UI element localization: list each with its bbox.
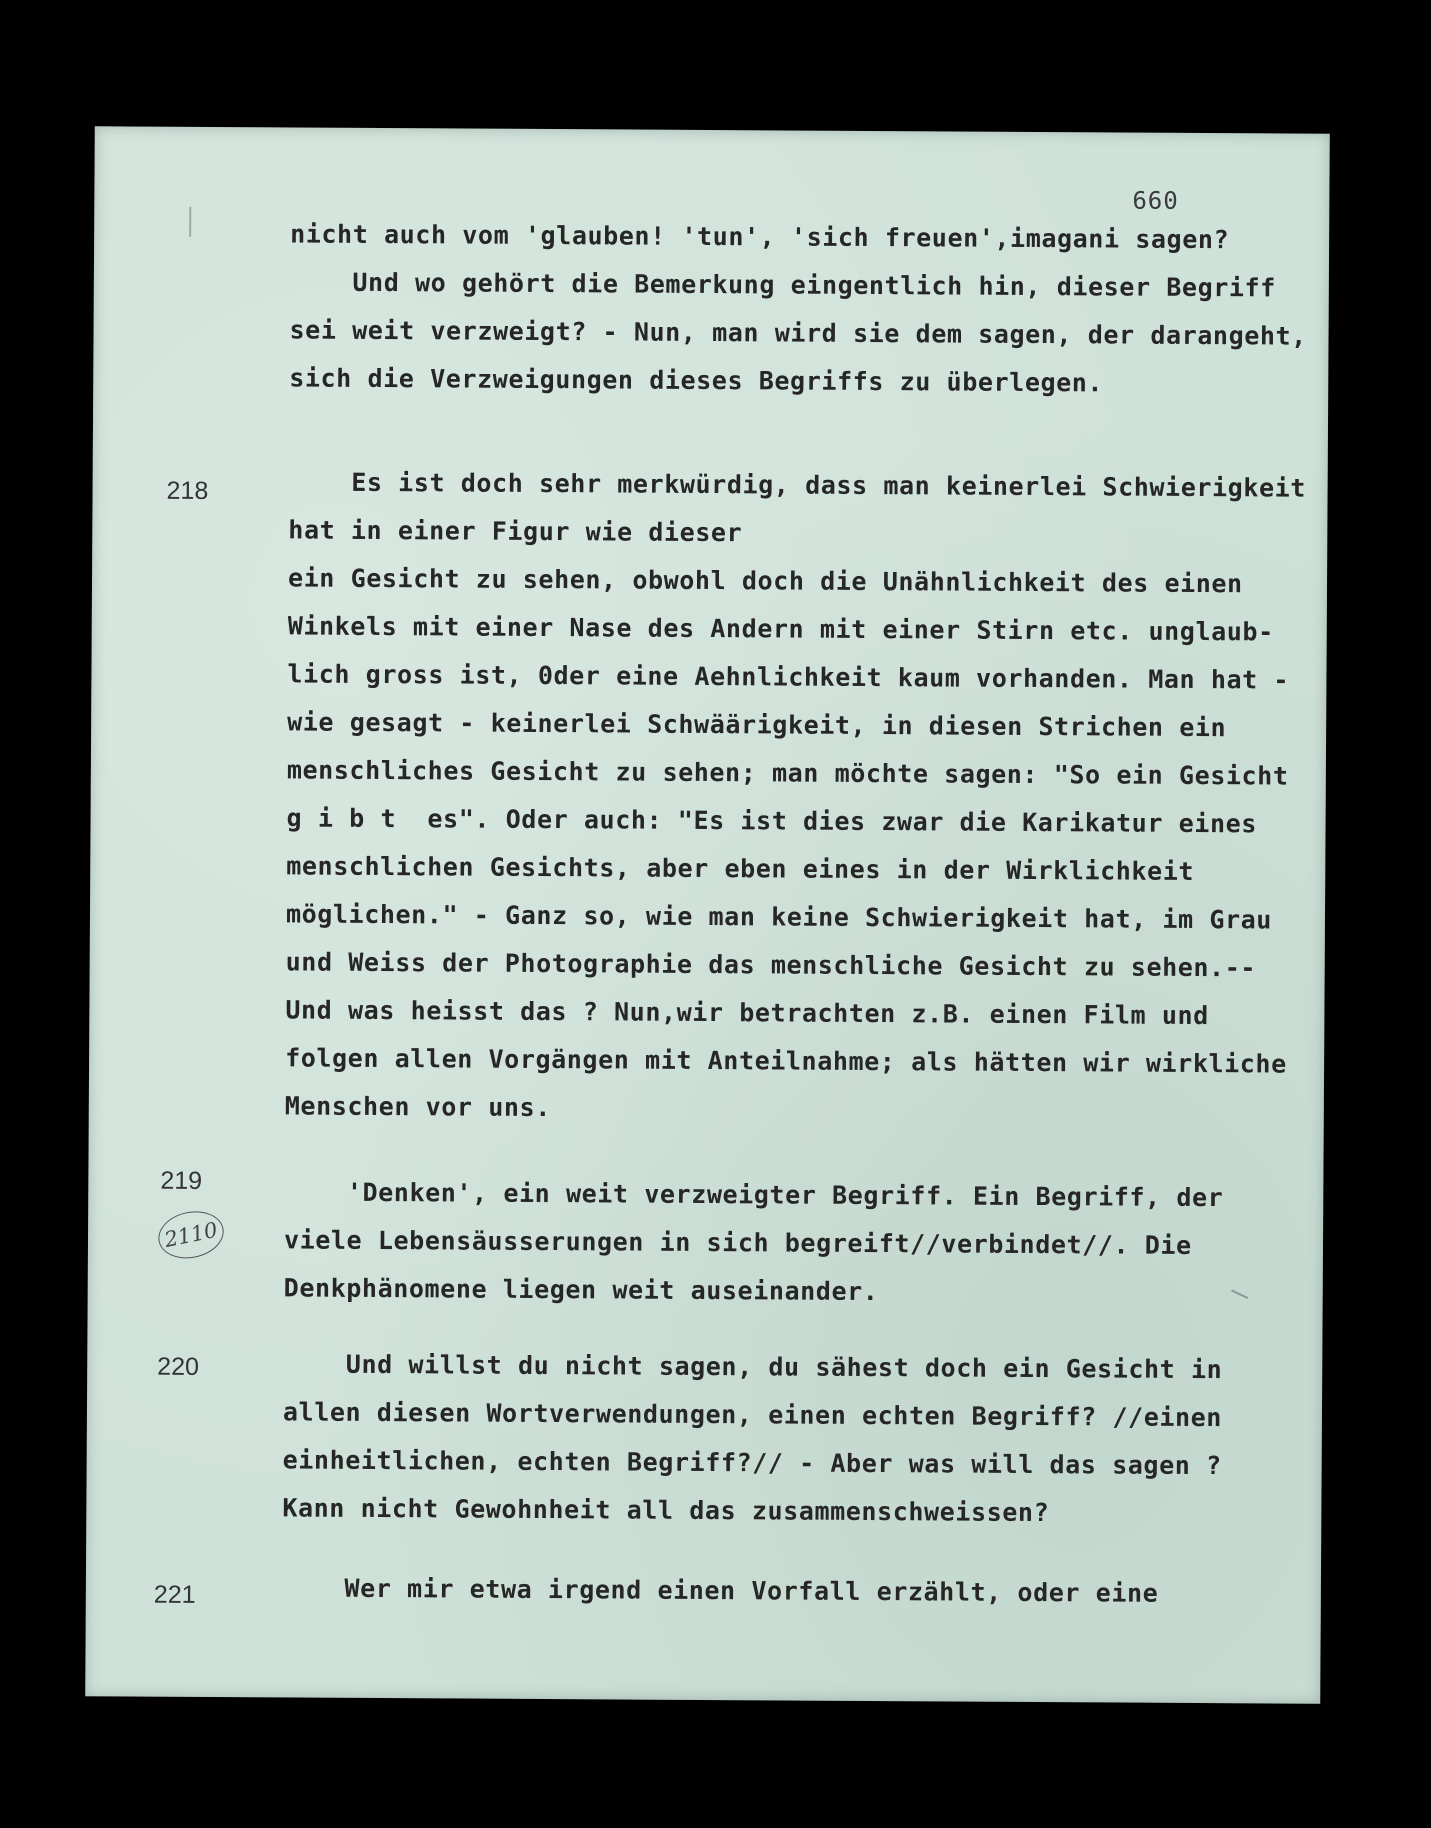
text-line: sich die Verzweigungen dieses Begriffs zu überlegen. <box>289 363 1104 398</box>
text-line: möglichen." - Ganz so, wie man keine Schwierigkeit hat, im Grau <box>285 899 1273 935</box>
section-number: 220 <box>157 1352 200 1381</box>
text-line: g i b t es". Oder auch: "Es ist dies zwar die Karikatur eines <box>286 803 1258 839</box>
text-line: viele Lebensäusserungen in sich begreift//verbindet//. Die <box>283 1225 1192 1260</box>
text-line: Und willst du nicht sagen, du sähest doch ein Gesicht in <box>283 1349 1223 1385</box>
text-line: Und wo gehört die Bemerkung eingentlich hin, dieser Begriff <box>289 267 1276 303</box>
text-line: lich gross ist, 0der eine Aehnlichkeit kaum vorhanden. Man hat - <box>287 659 1290 695</box>
text-line: allen diesen Wortverwendungen, einen echten Begriff? //einen <box>282 1397 1223 1433</box>
text-line: 'Denken', ein weit verzweigter Begriff. Ein Begriff, der <box>284 1177 1224 1213</box>
text-line: menschlichen Gesichts, aber eben eines in der Wirklichkeit <box>286 851 1195 886</box>
text-line: Und was heisst das ? Nun,wir betrachten z.B. einen Film und <box>285 995 1209 1031</box>
text-line: folgen allen Vorgängen mit Anteilnahme; als hätten wir wirkliche <box>285 1043 1287 1079</box>
text-line: hat in einer Figur wie dieser <box>288 515 743 548</box>
text-line: ein Gesicht zu sehen, obwohl doch die Unähnlichkeit des einen <box>287 563 1243 599</box>
text-line: Menschen vor uns. <box>284 1091 551 1123</box>
page-number: 660 <box>1132 186 1179 215</box>
handwritten-note: 2110 <box>154 1206 228 1264</box>
pencil-mark <box>1231 1290 1248 1300</box>
pencil-mark <box>189 207 191 237</box>
text-line: einheitlichen, echten Begriff?// - Aber was will das sagen ? <box>282 1445 1222 1481</box>
text-line: menschliches Gesicht zu sehen; man möchte sagen: "So ein Gesicht <box>286 755 1289 791</box>
text-line: Es ist doch sehr merkwürdig, dass man keinerlei Schwierigkeit <box>288 467 1307 503</box>
section-number: 218 <box>166 476 209 505</box>
text-line: Denkphänomene liegen weit auseinander. <box>283 1273 879 1307</box>
text-line: sei weit verzweigt? - Nun, man wird sie dem sagen, der darangeht, <box>289 315 1307 351</box>
text-line: und Weiss der Photographie das menschliche Gesicht zu sehen.-- <box>285 947 1257 983</box>
section-number: 219 <box>160 1166 203 1195</box>
typescript-page <box>85 126 1330 1704</box>
text-line: Kann nicht Gewohnheit all das zusammenschweissen? <box>282 1493 1050 1528</box>
section-number: 221 <box>153 1580 196 1609</box>
text-line: nicht auch vom 'glauben! 'tun', 'sich freuen',imagani sagen? <box>290 219 1230 255</box>
text-line: Winkels mit einer Nase des Andern mit einer Stirn etc. unglaub- <box>287 611 1274 647</box>
text-line: Wer mir etwa irgend einen Vorfall erzählt, oder eine <box>281 1573 1159 1608</box>
text-line: wie gesagt - keinerlei Schwäärigkeit, in diesen Strichen ein <box>287 707 1227 743</box>
